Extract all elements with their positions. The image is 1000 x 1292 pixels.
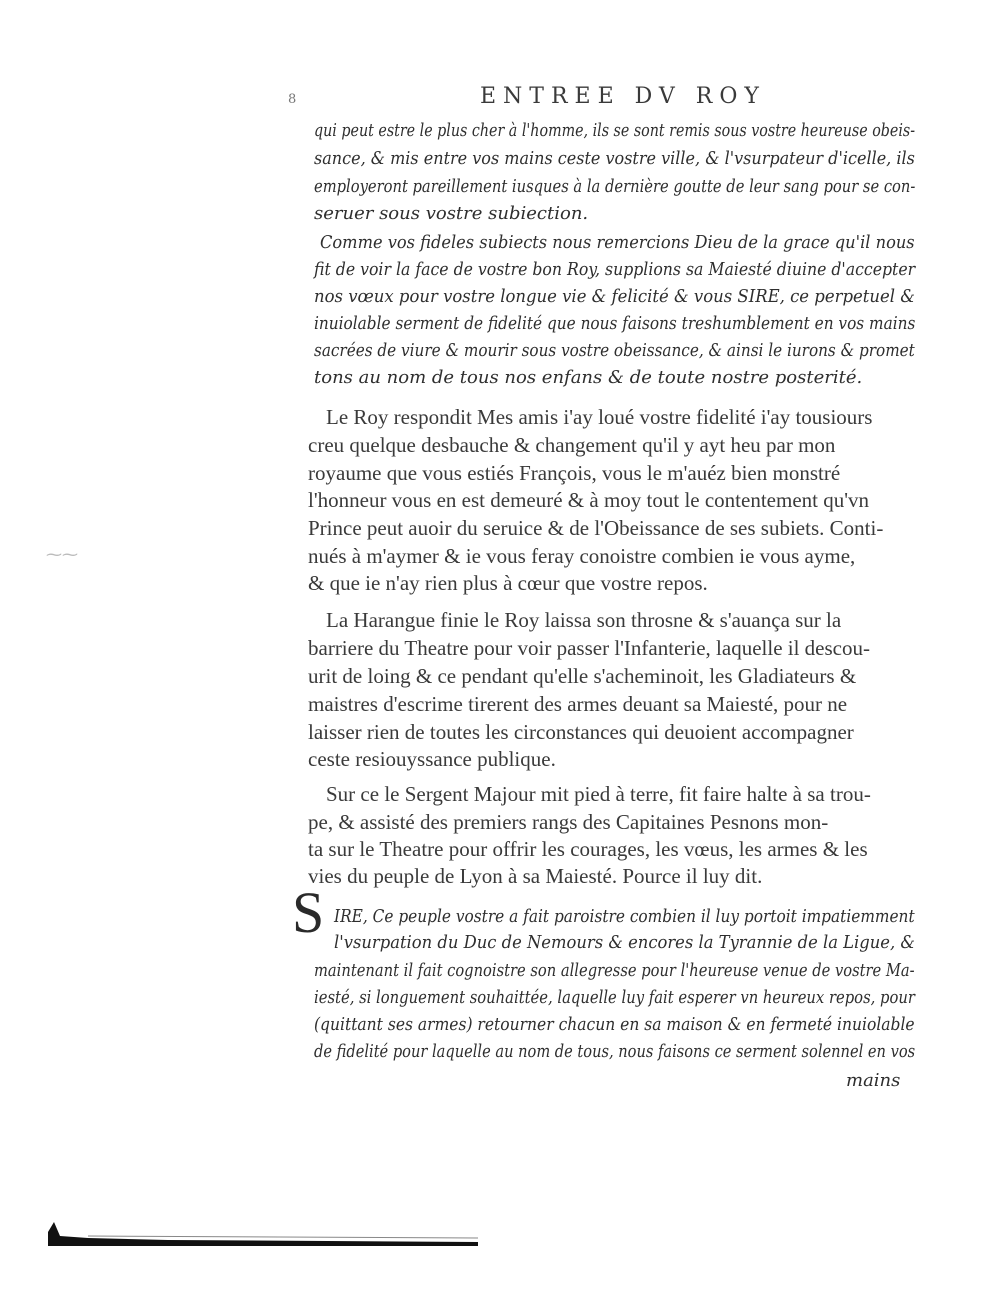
text-line: Le Roy respondit Mes amis i'ay loué vostre fidelité i'ay tousiours [326,405,873,429]
text-line: qui peut estre le plus cher à l'homme, ils se sont remis sous vostre heureuse obeis- [314,120,916,141]
text-line: ta sur le Theatre pour offrir les courages, les vœus, les armes & les [308,837,868,861]
text-line: ceste resiouyssance publique. [308,747,556,771]
text-line: l'honneur vous en est demeuré & à moy tout le contentement qu'vn [308,488,870,512]
text-line: iesté, si longuement souhaittée, laquelle luy fait esperer vn heureux repos, pour [314,987,915,1008]
catchword-text: mains [846,1070,901,1091]
text-line: Comme vos fideles subiects nous remercions Dieu de la grace qu'il nous [320,232,915,253]
text-line: de fidelité pour laquelle au nom de tous, nous faisons ce serment solennel en vos [314,1041,916,1062]
text-line: La Harangue finie le Roy laissa son throsne & s'auança sur la [326,608,842,632]
text-line: maintenant il fait cognoistre son allegresse pour l'heureuse venue de vostre Ma- [314,960,915,981]
text-line: royaume que vous estiés François, vous le m'auéz bien monstré [308,461,841,485]
text-line: employeront pareillement iusques à la dernière goutte de leur sang pour se con- [314,176,916,197]
text-line: (quittant ses armes) retourner chacun en sa maison & en fermeté inuiolable [314,1014,915,1035]
scan-page-edge [48,1212,478,1246]
text-line: & que ie n'ay rien plus à cœur que vostre repos. [308,571,708,595]
text-line: inuiolable serment de fidelité que nous faisons treshumblement en vos mains [314,313,916,334]
text-line: nués à m'aymer & ie vous feray conoistre combien ie vous ayme, [308,544,856,568]
text-line: seruer sous vostre subiection. [314,203,589,224]
text-line: sance, & mis entre vos mains ceste vostre ville, & l'vsurpateur d'icelle, ils [314,148,915,169]
text-line: maistres d'escrime tirerent des armes deuant sa Maiesté, pour ne [308,692,848,716]
running-head: ENTREE DV ROY [480,84,766,109]
text-line: l'vsurpation du Duc de Nemours & encores la Tyrannie de la Ligue, & [334,932,915,953]
text-line: pe, & assisté des premiers rangs des Capitaines Pesnons mon- [308,810,829,834]
drop-cap: S [292,880,325,945]
margin-mark: ⁓⁓ [46,545,78,564]
text-line: Sur ce le Sergent Majour mit pied à terre, fit faire halte à sa trou- [326,782,871,806]
text-line: barriere du Theatre pour voir passer l'Infanterie, laquelle il descou- [308,636,870,660]
text-line: sacrées de viure & mourir sous vostre obeissance, & ainsi le iurons & promet [314,340,915,361]
text-line: urit de loing & ce pendant qu'elle s'acheminoit, les Gladiateurs & [308,664,857,688]
text-line: tons au nom de tous nos enfans & de toute nostre posterité. [314,367,863,388]
page-number: 8 [288,92,297,107]
text-line: nos vœux pour vostre longue vie & felicité & vous SIRE, ce perpetuel & [314,286,915,307]
text-line: creu quelque desbauche & changement qu'il y ayt heu par mon [308,433,836,457]
text-line: laisser rien de toutes les circonstances qui deuoient accompagner [308,720,854,744]
text-line: Prince peut auoir du seruice & de l'Obeissance de ses subiets. Conti- [308,516,884,540]
text-line: vies du peuple de Lyon à sa Maiesté. Pource il luy dit. [308,864,763,888]
text-line: IRE, Ce peuple vostre a fait paroistre combien il luy portoit impatiemment [334,906,915,927]
text-line: fit de voir la face de vostre bon Roy, supplions sa Maiesté diuine d'accepter [314,259,916,280]
